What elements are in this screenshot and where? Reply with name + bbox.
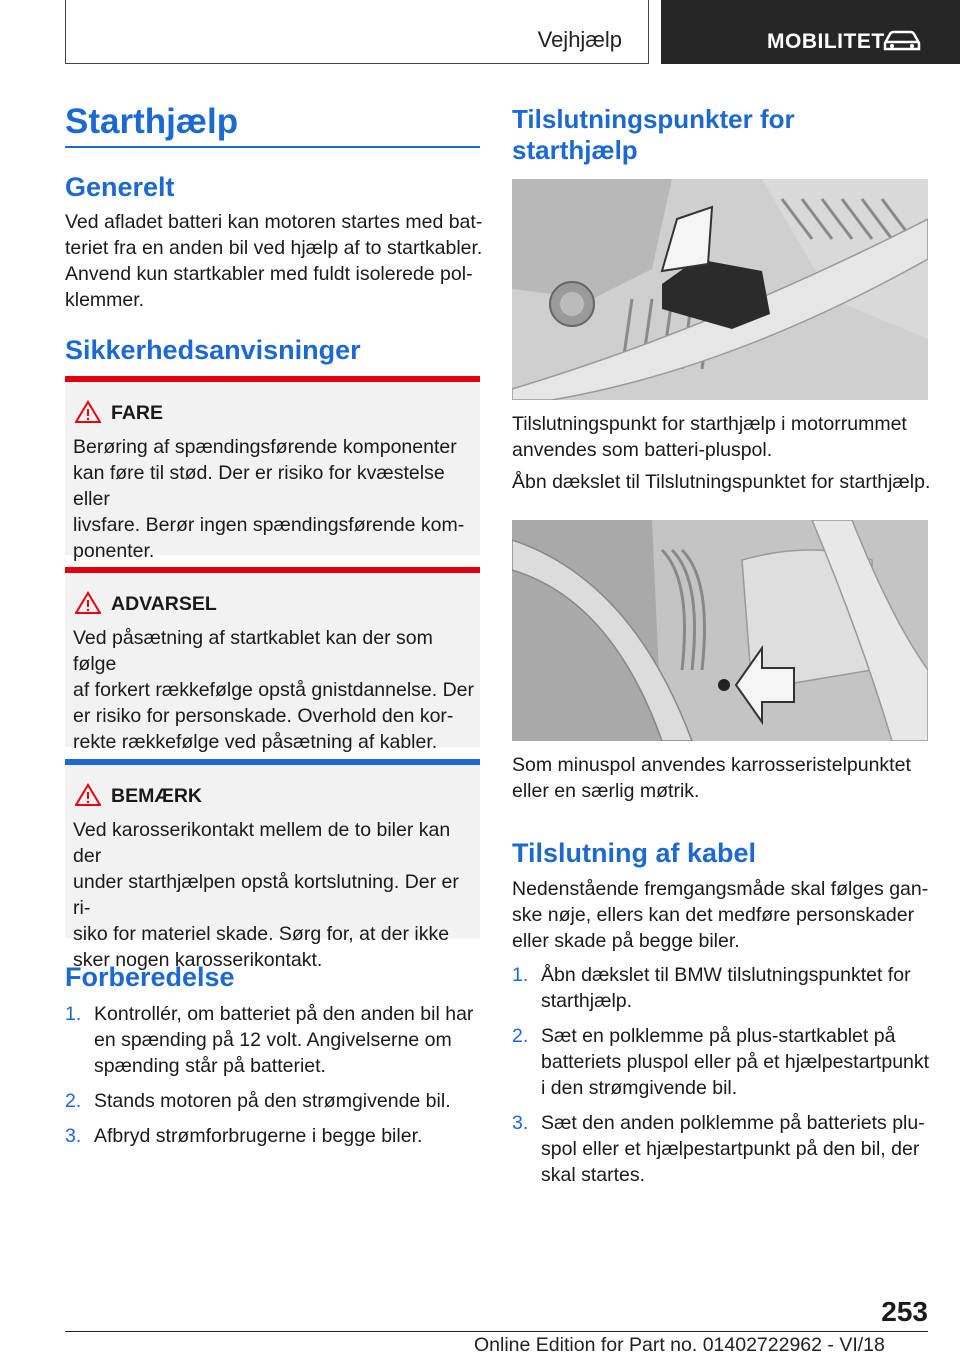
list-item: 2. Stands motoren på den strømgivende bil. [65, 1090, 451, 1112]
header-section-title: Vejhjælp [537, 27, 622, 52]
notice-title: FARE [111, 402, 164, 424]
list-item: 1. Åbn dækslet til BMW tilslutningspunktet for starthjælp. [512, 964, 911, 1012]
notice-body: Berøring af spændingsførende komponenter kan føre til stød. Der er risiko for kvæstelse eller livsfare. Berør ingen spændingsførende kom- ponenter. [73, 436, 465, 562]
car-icon [882, 30, 922, 52]
list-item: 1. Kontrollér, om batteriet på den anden bil har en spænding på 12 volt. Angivelserne om spænding står på batteriet. [65, 1003, 474, 1077]
notice-body: Ved påsætning af startkablet kan der som følge af forkert rækkefølge opstå gnistdannelse. Der er risiko for personskade. Overhold den kor- rekte rækkefølge ved påsætning af kabler. [73, 627, 475, 753]
notice-bar [65, 759, 480, 765]
cable-steps-list [512, 962, 932, 1197]
notice-title: ADVARSEL [111, 593, 217, 615]
warning-triangle-icon [75, 591, 101, 615]
list-item: 2. Sæt en polklemme på plus-startkablet på batteriets pluspol eller på et hjælpestartpunkt i den strømgivende bil. [512, 1025, 930, 1099]
title-rule [65, 146, 480, 148]
warning-triangle-icon [75, 783, 101, 807]
cable-heading: Tilslutning af kabel [512, 838, 757, 868]
notice-danger [65, 376, 480, 562]
notice-title: BEMÆRK [111, 785, 202, 807]
footer-rule [65, 1331, 928, 1332]
notice-body: Ved karosserikontakt mellem de to biler kan der under starthjælpen opstå kortslutning. Der er ri- siko for materiel skade. Sørg for, at der ikke sker nogen karosserikontakt. [73, 819, 459, 971]
engine-bay-photo-1 [512, 179, 928, 400]
header-section-tab [65, 0, 649, 64]
list-item: 3. Afbryd strømforbrugerne i begge biler. [65, 1125, 423, 1147]
warning-triangle-icon [75, 400, 101, 424]
generelt-text: Ved afladet batteri kan motoren startes med bat- teriet fra en anden bil ved hjælp af to startkabler. Anvend kun startkabler med fuldt isolerede pol- klemmer. [65, 211, 483, 311]
prep-list [65, 1001, 485, 1158]
header-chapter-title: MOBILITET [767, 30, 885, 53]
notice-warning [65, 567, 480, 753]
photo1-caption-2: Åbn dækslet til Tilslutningspunktet for starthjælp. [512, 471, 931, 493]
connection-points-heading: Tilslutningspunkter for starthjælp [512, 104, 795, 165]
header-chapter-tab [661, 0, 960, 64]
cable-intro: Nedenstående fremgangsmåde skal følges gan- ske nøje, ellers kan det medføre personskader eller skade på begge biler. [512, 878, 929, 952]
list-item: 3. Sæt den anden polklemme på batteriets plu- spol eller et hjælpestartpunkt på den bil, der skal startes. [512, 1112, 925, 1186]
photo1-caption: Tilslutningspunkt for starthjælp i motorrummet anvendes som batteri-pluspol. [512, 413, 907, 461]
notice-note [65, 759, 480, 971]
notice-bar [65, 567, 480, 573]
engine-bay-photo-2 [512, 520, 928, 741]
prep-heading: Forberedelse [65, 962, 235, 992]
safety-heading: Sikkerhedsanvisninger [65, 335, 361, 365]
photo2-caption: Som minuspol anvendes karrosseristelpunktet eller en særlig møtrik. [512, 754, 911, 802]
footer-edition: Online Edition for Part no. 01402722962 - VI/18 [474, 1334, 885, 1356]
notice-bar [65, 376, 480, 382]
page-number: 253 [881, 1296, 928, 1327]
generelt-heading: Generelt [65, 172, 175, 202]
page-title: Starthjælp [65, 102, 239, 141]
